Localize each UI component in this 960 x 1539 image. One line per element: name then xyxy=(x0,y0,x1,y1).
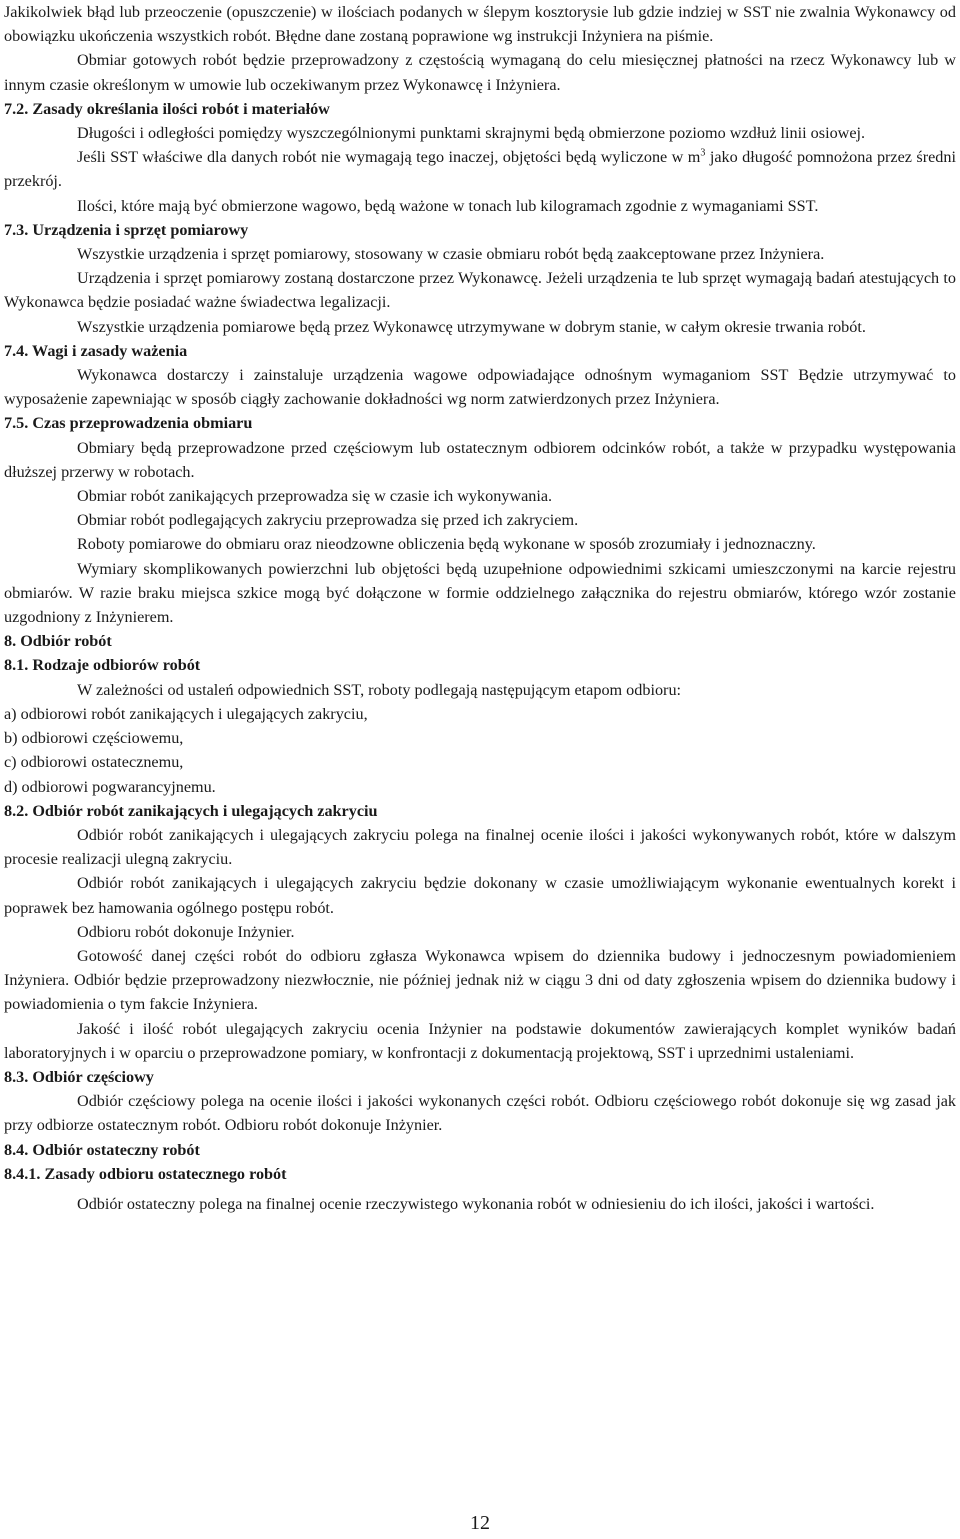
paragraph: Obmiar robót zanikających przeprowadza się w czasie ich wykonywania. xyxy=(77,487,553,506)
section-heading: 8.4. Odbiór ostateczny robót xyxy=(4,1140,200,1159)
section-heading: 8.2. Odbiór robót zanikających i ulegających zakryciu xyxy=(4,801,378,820)
paragraph: Obmiary będą przeprowadzone przed częściowym lub ostatecznym odbiorem odcinków robót, a także w przypadku występowania dłuższej przerwy w robotach. xyxy=(4,438,956,481)
section-heading: 7.2. Zasady określania ilości robót i materiałów xyxy=(4,99,330,118)
paragraph: Odbiór częściowy polega na ocenie ilości i jakości wykonanych części robót. Odbioru częściowego robót dokonuje się wg zasad jak przy odbiorze ostatecznym robót. Odbioru robót dokonuje Inżynier. xyxy=(4,1092,956,1135)
paragraph: Urządzenia i sprzęt pomiarowy zostaną dostarczone przez Wykonawcę. Jeżeli urządzenia te lub sprzęt wymagają badań atestujących to Wykonawca będzie posiadać ważne świadectwa legalizacji. xyxy=(4,269,956,312)
paragraph: Odbioru robót dokonuje Inżynier. xyxy=(77,922,295,941)
section-heading: 8. Odbiór robót xyxy=(4,632,112,651)
section-heading: 7.3. Urządzenia i sprzęt pomiarowy xyxy=(4,220,249,239)
paragraph-text: jako długość pomnożona przez średni przekrój. xyxy=(4,148,956,191)
paragraph: Jakikolwiek błąd lub przeoczenie (opuszczenie) w ilościach podanych w ślepym kosztorysie lub gdzie indziej w SST nie zwalnia Wykonawcy od obowiązku ukończenia wszystkich robót. Błędne dane zostaną poprawione wg instrukcji Inżyniera na piśmie. xyxy=(4,3,956,46)
section-heading: 7.5. Czas przeprowadzenia obmiaru xyxy=(4,414,253,433)
paragraph: Wszystkie urządzenia pomiarowe będą przez Wykonawcę utrzymywane w dobrym stanie, w całym okresie trwania robót. xyxy=(77,317,866,336)
paragraph: Jakość i ilość robót ulegających zakryciu ocenia Inżynier na podstawie dokumentów zawierających komplet wyników badań laboratoryjnych i w oparciu o przeprowadzone pomiary, w konfrontacji z dokumentacją projektową, SST i uprzednimi ustaleniami. xyxy=(4,1019,956,1062)
superscript: 3 xyxy=(700,147,706,159)
list-item: b) odbiorowi częściowemu, xyxy=(4,729,184,748)
paragraph-text: Jeśli SST właściwe dla danych robót nie wymagają tego inaczej, objętości będą wyliczone w m xyxy=(77,148,701,167)
section-heading: 7.4. Wagi i zasady ważenia xyxy=(4,341,188,360)
paragraph: Odbiór robót zanikających i ulegających zakryciu polega na finalnej ocenie ilości i jakości wykonywanych robót, które w dalszym procesie realizacji ulegną zakryciu. xyxy=(4,825,956,869)
paragraph: Odbiór robót zanikających i ulegających zakryciu będzie dokonany w czasie umożliwiającym wykonanie ewentualnych korekt i poprawek bez hamowania ogólnego postępu robót. xyxy=(4,874,956,917)
paragraph: Roboty pomiarowe do obmiaru oraz nieodzowne obliczenia będą wykonane w sposób zrozumiały i jednoznaczny. xyxy=(77,535,816,554)
list-item: d) odbiorowi pogwarancyjnemu. xyxy=(4,777,216,796)
paragraph: Obmiar robót podlegających zakryciu przeprowadza się przed ich zakryciem. xyxy=(77,511,579,530)
paragraph: Wykonawca dostarczy i zainstaluje urządzenia wagowe odpowiadające odnośnym wymaganiom SST Będzie utrzymywać to wyposażenie zapewniając w sposób ciągły zachowanie dokładności wg norm zatwierdzonych przez Inżyniera. xyxy=(4,366,956,409)
section-heading: 8.4.1. Zasady odbioru ostatecznego robót xyxy=(4,1164,287,1183)
paragraph: Wymiary skomplikowanych powierzchni lub objętości będą uzupełnione odpowiednimi szkicami umieszczonymi na karcie rejestru obmiarów. W razie braku miejsca szkice mogą być dołączone w formie oddzielnego załącznika do rejestru obmiarów, którego wzór zostanie uzgodniony z Inżynierem. xyxy=(4,559,956,627)
paragraph: Długości i odległości pomiędzy wyszczególnionymi punktami skrajnymi będą obmierzone poziomo wzdłuż linii osiowej. xyxy=(77,124,866,143)
paragraph: Wszystkie urządzenia i sprzęt pomiarowy, stosowany w czasie obmiaru robót będą zaakceptowane przez Inżyniera. xyxy=(77,245,825,264)
list-item: a) odbiorowi robót zanikających i ulegających zakryciu, xyxy=(4,704,368,723)
paragraph: Odbiór ostateczny polega na finalnej ocenie rzeczywistego wykonania robót w odniesieniu do ich ilości, jakości i wartości. xyxy=(77,1194,875,1213)
paragraph: Ilości, które mają być obmierzone wagowo, będą ważone w tonach lub kilogramach zgodnie z wymaganiami SST. xyxy=(77,196,819,215)
paragraph: Obmiar gotowych robót będzie przeprowadzony z częstością wymaganą do celu miesięcznej płatności na rzecz Wykonawcy lub w innym czasie określonym w umowie lub oczekiwanym przez Wykonawcę i Inżyniera. xyxy=(4,51,956,94)
section-heading: 8.3. Odbiór częściowy xyxy=(4,1067,154,1086)
paragraph: Gotowość danej części robót do odbioru zgłasza Wykonawca wpisem do dziennika budowy i jednoczesnym powiadomieniem Inżyniera. Odbiór będzie przeprowadzony niezwłocznie, nie później jednak niż w ciągu 3 dni od daty zgłoszenia wpisem do dziennika budowy i powiadomienia o tym fakcie Inżyniera. xyxy=(4,946,956,1014)
list-item: c) odbiorowi ostatecznemu, xyxy=(4,753,184,772)
section-heading: 8.1. Rodzaje odbiorów robót xyxy=(4,656,201,675)
paragraph xyxy=(4,145,956,193)
document-body xyxy=(4,0,956,1216)
paragraph: W zależności od ustaleń odpowiednich SST, roboty podlegają następującym etapom odbioru: xyxy=(77,680,682,699)
page-number: 12 xyxy=(470,1512,490,1534)
